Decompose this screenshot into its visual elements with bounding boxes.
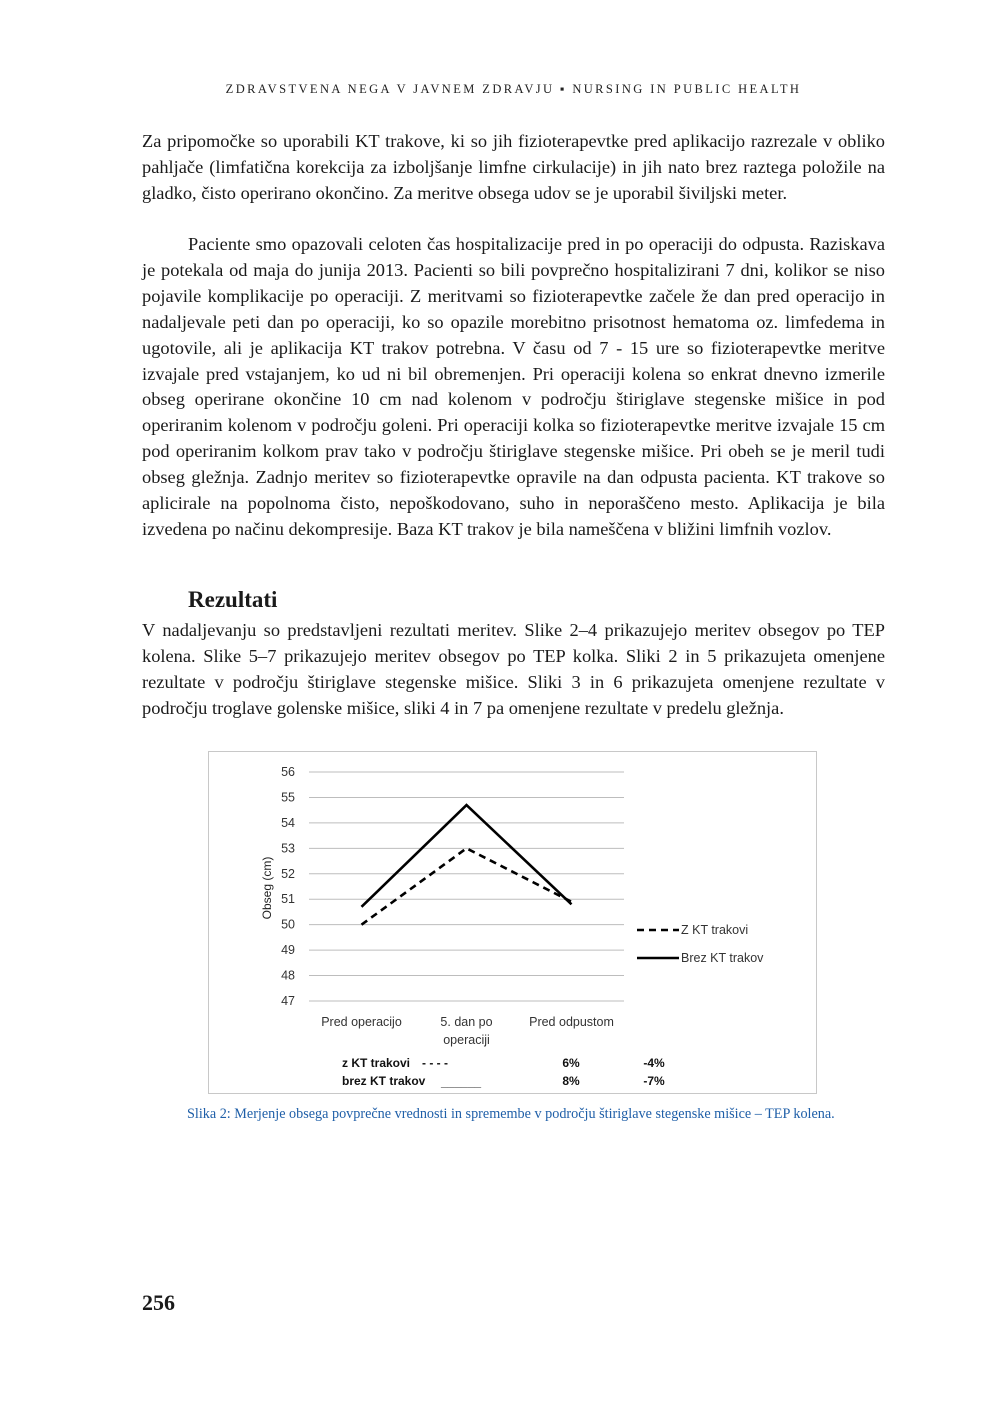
running-header: ZDRAVSTVENA NEGA V JAVNEM ZDRAVJU ▪ NURSING IN PUBLIC HEALTH xyxy=(225,82,802,96)
y-tick-label: 51 xyxy=(281,892,295,907)
chart-data-table xyxy=(342,1056,665,1089)
y-tick-label: 56 xyxy=(281,765,295,779)
table-row-label: z KT trakovi xyxy=(342,1056,411,1070)
table-cell-value: 8% xyxy=(562,1074,580,1088)
series-line-brez-kt-trakov xyxy=(362,805,572,907)
y-tick-label: 50 xyxy=(281,917,295,932)
table-row-marker: ______ xyxy=(441,1075,482,1089)
x-tick-label: 5. dan po xyxy=(440,1015,493,1029)
y-tick-label: 53 xyxy=(281,841,295,856)
figure-chart xyxy=(208,751,817,1094)
chart-legend xyxy=(637,923,764,965)
page-number: 256 xyxy=(142,1290,175,1315)
figure-caption: Slika 2: Merjenje obsega povprečne vrednosti in spremembe v področju štiriglave stegenske mišice – TEP kolena. xyxy=(187,1106,835,1122)
legend-label: Brez KT trakov xyxy=(681,951,764,965)
table-cell-value: -4% xyxy=(643,1056,665,1070)
line-chart xyxy=(209,752,816,1093)
y-axis-ticks xyxy=(281,765,295,1008)
y-tick-label: 49 xyxy=(281,943,295,958)
x-axis-ticks xyxy=(321,1015,614,1047)
body-paragraph: Paciente smo opazovali celoten čas hospitalizacije pred in po operaciji do odpusta. Raziskava je potekala od maja do junija 2013. Pacienti so bili povprečno hospitalizirani 7 dni, kolikor se niso pojavile komplikacije po operaciji. Z meritvami so fizioterapevtke začele že dan pred operacijo in nadaljevale peti dan po operaciji, ko so opazile morebitno prisotnost hematoma oz. limfedema in ugotovile, ali je aplikacija KT trakov potrebna. V času od 7 - 15 ure so fizioterapevtke meritve izvajale pred vstajanjem, ko ud ni bil obremenjen. Pri operaciji kolena so enkrat dnevno izmerile obseg operirane okončine 10 cm nad kolenom v področju štiriglave stegenske mišice in pod operiranim kolenom v področju goleni. Pri operaciji kolka so fizioterapevtke meritve izvajale 15 cm pod operiranim kolkom prav tako v področju štiriglave stegenske mišice. Pri obeh se je meril tudi obseg gležnja. Zadnjo meritev so fizioterapevtke opravile na dan odpusta pacienta. KT trakove so aplicirale na popolnoma čisto, nepoškodovano, suho in neporaščeno mesto. Aplikacija je bila izvedena po načinu dekompresije. Baza KT trakov je bila nameščena v bližini limfnih vozlov. xyxy=(142,234,885,539)
y-axis-label: Obseg (cm) xyxy=(260,856,274,920)
series-line-z-kt-trakovi xyxy=(362,848,572,924)
legend-label: Z KT trakovi xyxy=(681,923,749,937)
table-row-label: brez KT trakov xyxy=(342,1074,426,1088)
table-row-marker: - - - - xyxy=(422,1056,448,1070)
x-tick-label: operaciji xyxy=(443,1033,490,1047)
table-cell-value: 6% xyxy=(562,1056,580,1070)
y-tick-label: 52 xyxy=(281,866,295,881)
y-tick-label: 47 xyxy=(281,994,295,1008)
y-tick-label: 48 xyxy=(281,968,295,983)
y-tick-label: 54 xyxy=(281,815,295,830)
y-tick-label: 55 xyxy=(281,790,295,805)
x-tick-label: Pred operacijo xyxy=(321,1015,402,1029)
body-paragraph: Za pripomočke so uporabili KT trakove, ki so jih fizioterapevtke pred aplikacijo razrezale v obliko pahljače (limfatična korekcija za izboljšanje limfne cirkulacije) in jih nato brez raztega položile na gladko, čisto operirano okončino. Za meritve obsega udov se je uporabil šiviljski meter. xyxy=(142,131,885,203)
x-tick-label: Pred odpustom xyxy=(529,1015,614,1029)
body-paragraph: V nadaljevanju so predstavljeni rezultati meritev. Slike 2–4 prikazujejo meritev obsegov po TEP kolena. Slike 5–7 prikazujejo meritev obsegov po TEP kolka. Sliki 2 in 5 prikazujeta omenjene rezultate v področju štiriglave stegenske mišice. Sliki 3 in 6 prikazujeta omenjene rezultate v področju troglave golenske mišice, sliki 4 in 7 pa omenjene rezultate v predelu gležnja. xyxy=(142,620,885,718)
table-cell-value: -7% xyxy=(643,1074,665,1088)
section-heading: Rezultati xyxy=(188,587,278,612)
